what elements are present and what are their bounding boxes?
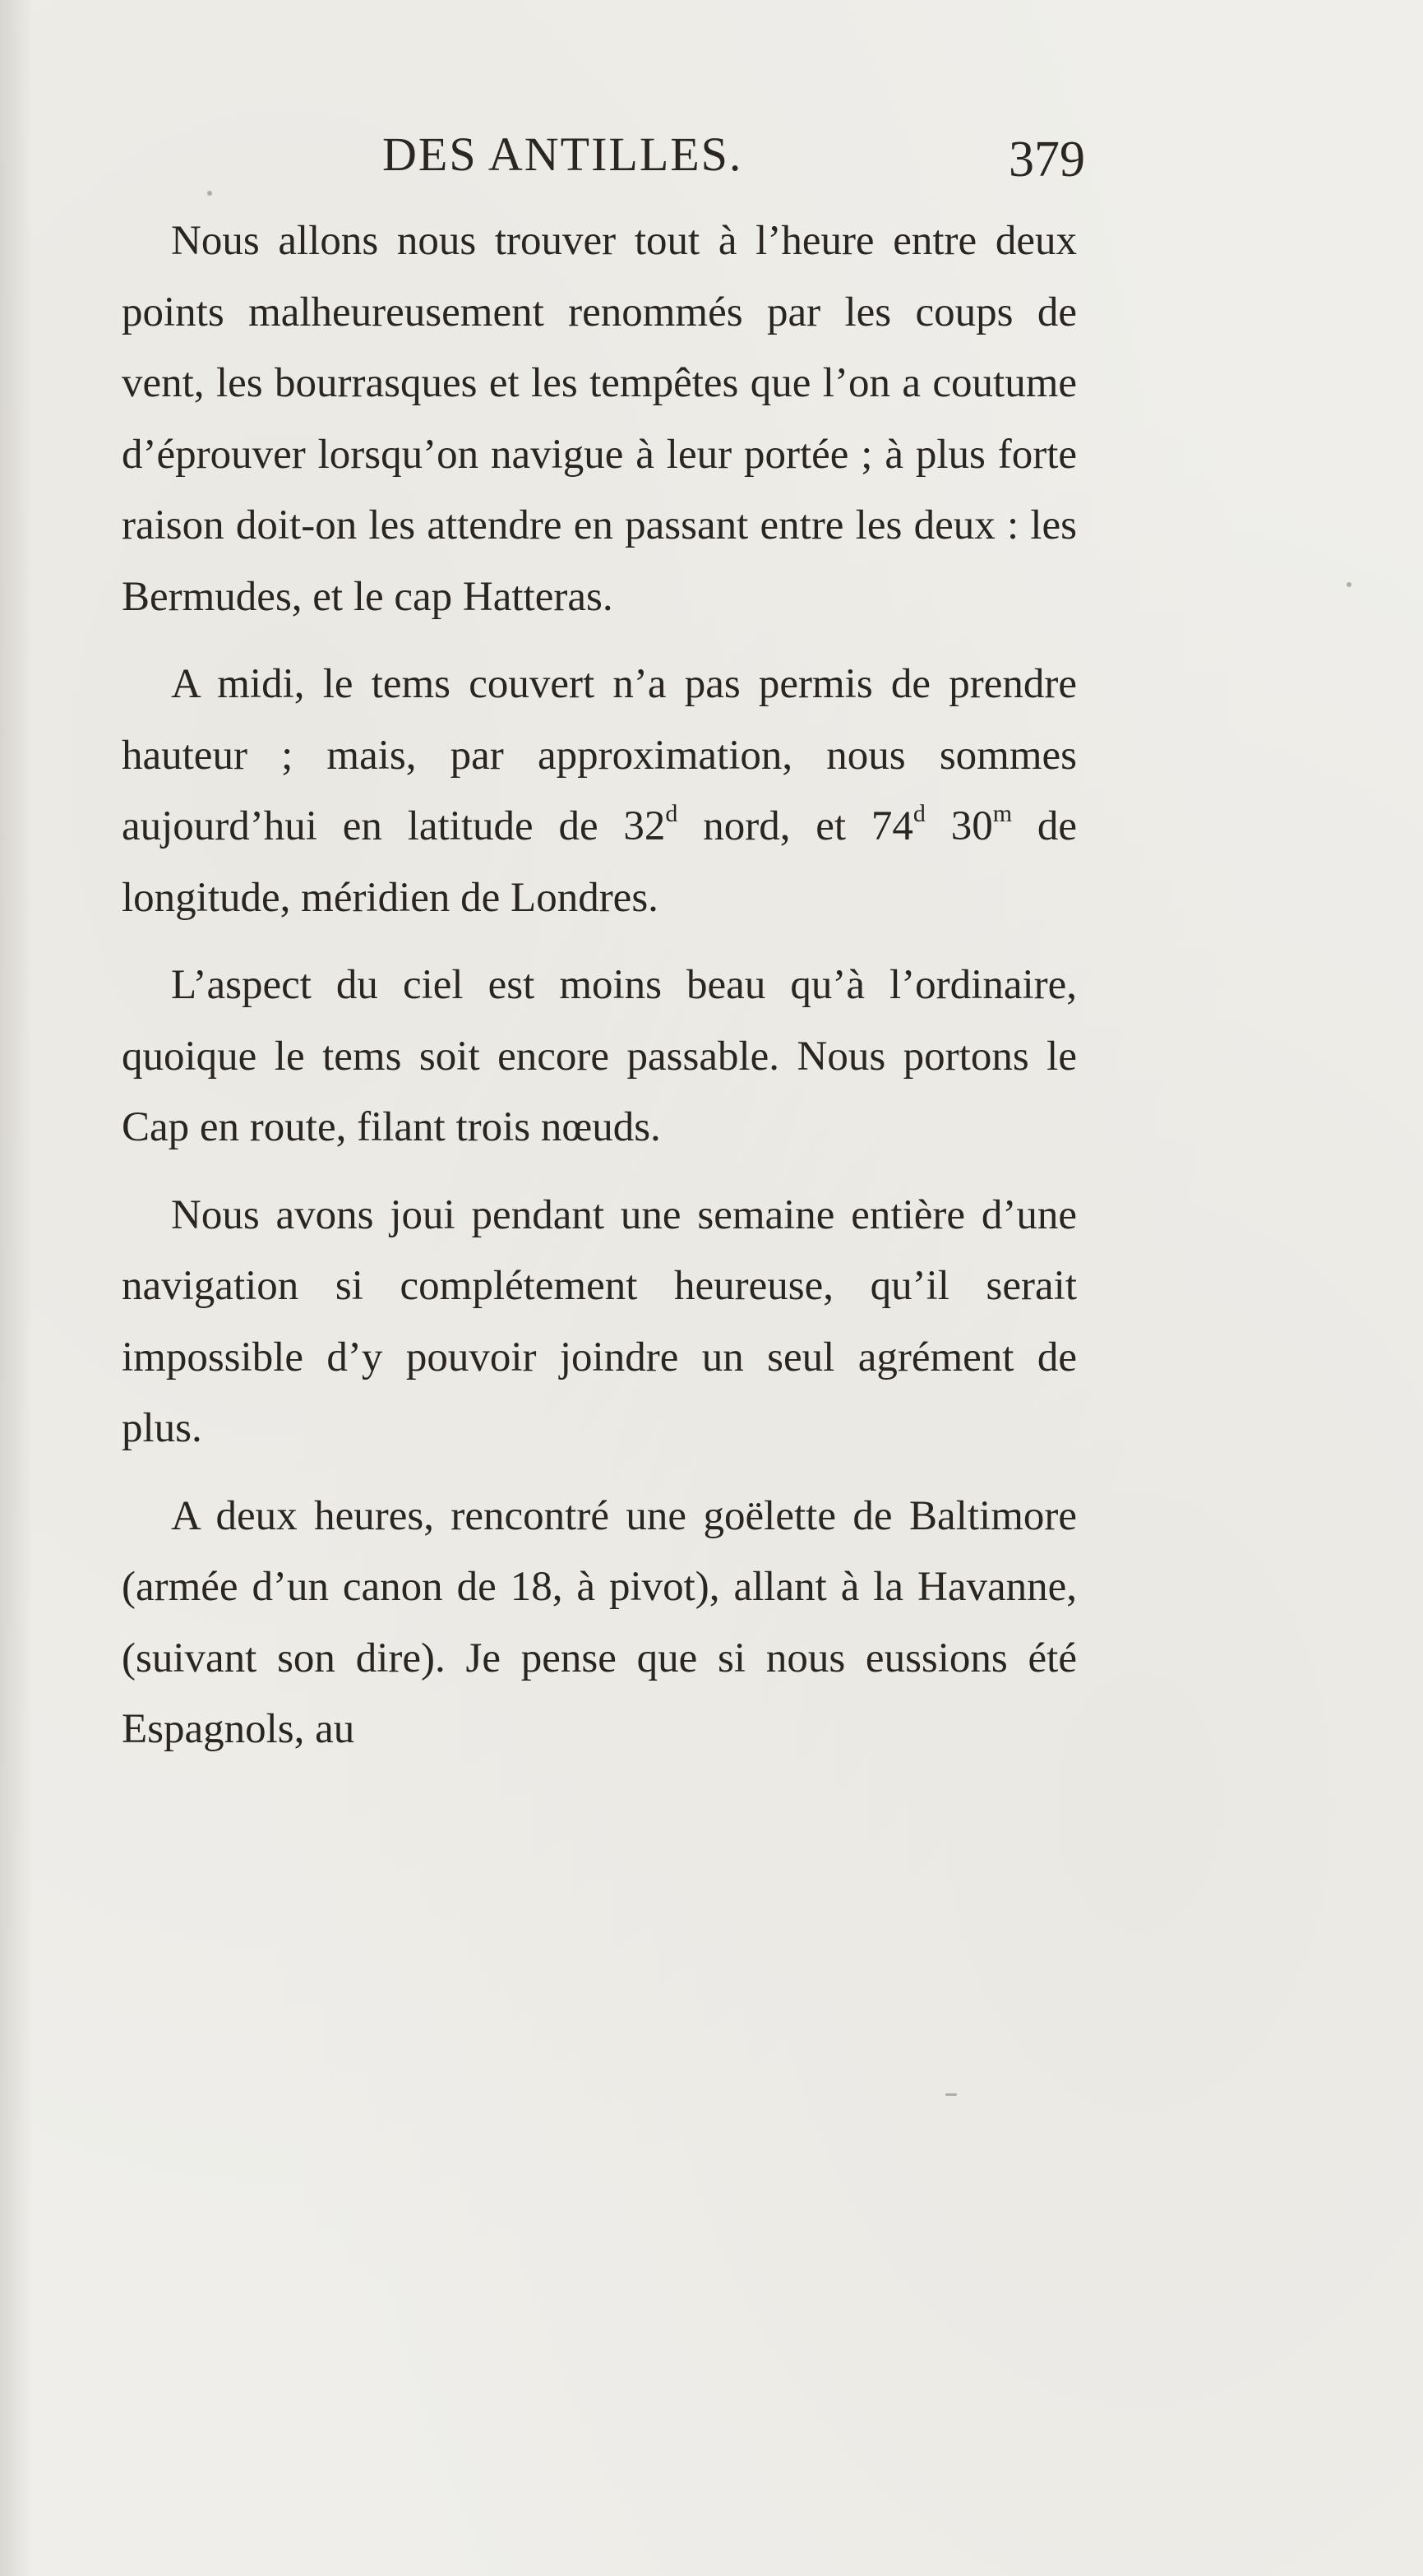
- paper-speck: [945, 2093, 957, 2096]
- paragraph-2-text-1: A midi, le tems couvert n’a pas permis de prendre hauteur ; mais, par approximation, nous sommes aujourd’hui en latitude de 32: [122, 661, 1077, 849]
- degree-superscript-latitude: d: [665, 800, 678, 827]
- running-title: DES ANTILLES.: [382, 127, 743, 181]
- body-text: [122, 206, 1077, 1782]
- paragraph-1: Nous allons nous trouver tout à l’heure entre deux points malheureusement renommés par les coups de vent, les bourrasques et les tempêtes que l’on a coutume d’éprouver lorsqu’on navigue à leur portée ; à plus forte raison doit-on les attendre en passant entre les deux : les Bermudes, et le cap Hatteras.: [122, 218, 1077, 620]
- paragraph-2: [122, 649, 1077, 933]
- paper-speck: [207, 191, 212, 196]
- paragraph-2-text-4: de longitude, méridien de Londres.: [122, 803, 1078, 921]
- paragraph-2-text-2: nord, et 74: [677, 803, 913, 849]
- page-gutter-shadow: [0, 0, 33, 2576]
- paragraph-4: Nous avons joui pendant une semaine entière d’une navigation si complétement heureuse, qu’il serait impossible d’y pouvoir joindre un seul agrément de plus.: [122, 1191, 1077, 1451]
- degree-superscript-longitude: d: [912, 800, 926, 827]
- page-number: 379: [1009, 132, 1085, 187]
- paragraph-2-text-3: 30: [925, 803, 993, 849]
- running-head: [115, 122, 1085, 187]
- minute-superscript-longitude: m: [992, 800, 1013, 827]
- paragraph-5: A deux heures, rencontré une goëlette de Baltimore (armée d’un canon de 18, à pivot), allant à la Havanne, (suivant son dire). Je pense que si nous eussions été Espagnols, au: [122, 1492, 1077, 1752]
- paragraph-3: L’aspect du ciel est moins beau qu’à l’ordinaire, quoique le tems soit encore passable. Nous portons le Cap en route, filant trois nœuds.: [122, 962, 1077, 1150]
- paper-speck: [1347, 582, 1351, 587]
